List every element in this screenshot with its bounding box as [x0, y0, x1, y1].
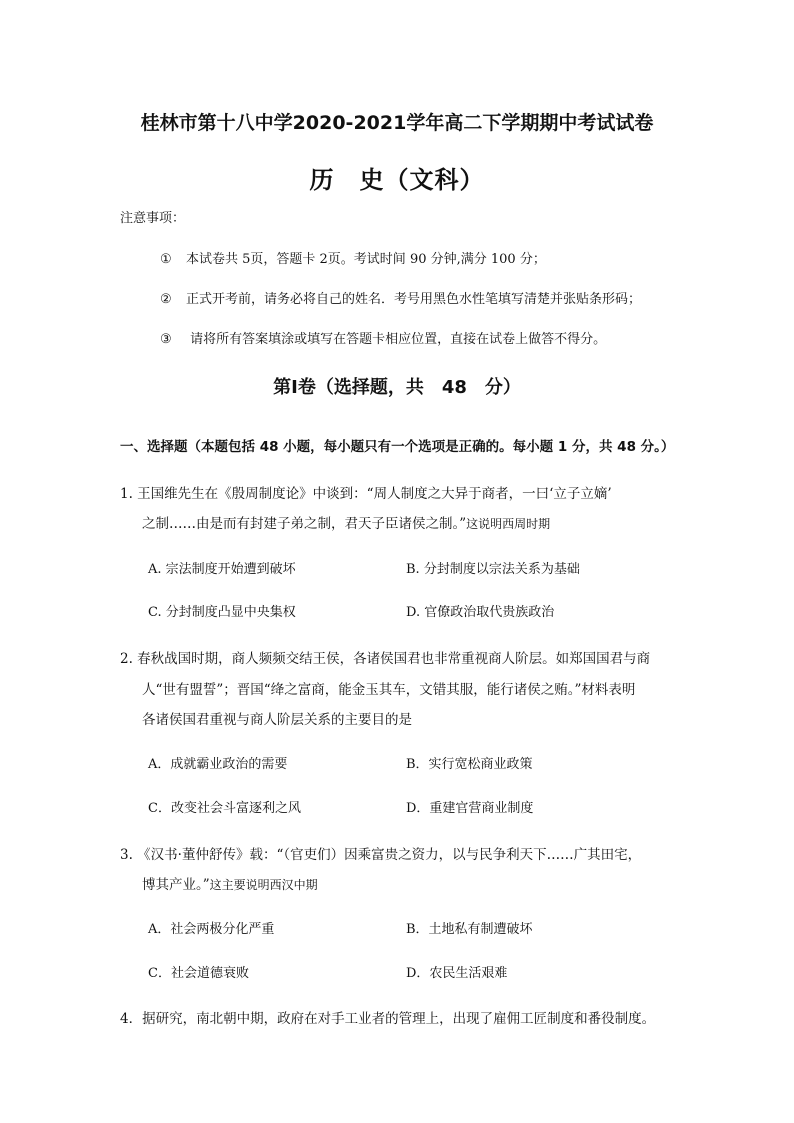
question-2-option-a: A．成就霸业政治的需要 [148, 757, 288, 772]
question-2-line-2: 人“世有盟誓”；晋国“绛之富商，能金玉其车，文错其服，能行诸侯之贿。”材料表明 [142, 682, 636, 698]
question-1-line-2 [142, 512, 550, 532]
question-2-line-3: 各诸侯国君重视与商人阶层关系的主要目的是 [142, 712, 412, 728]
notice-item [160, 328, 606, 347]
question-3-line-1: 3. 《汉书·董仲舒传》载：“（官吏们）因乘富贵之资力，以与民争利天下……广其田宅， [120, 847, 642, 863]
question-2-option-d: D．重建官营商业制度 [406, 801, 534, 816]
question-3-option-a: A．社会两极分化严重 [148, 922, 275, 937]
notice-number: ③ [160, 332, 172, 347]
notice-text: 本试卷共 5页，答题卡 2页。考试时间 90 分钟,满分 100 分； [186, 252, 546, 267]
notice-item [160, 248, 546, 267]
notice-text: 请将所有答案填涂或填写在答题卡相应位置，直接在试卷上做答不得分。 [186, 332, 607, 347]
question-1-option-a: A. 宗法制度开始遭到破坏 [148, 562, 296, 577]
question-text: 博其产业。” [142, 877, 210, 893]
notice-label: 注意事项： [120, 211, 186, 226]
notice-text: 正式开考前，请务必将自己的姓名．考号用黑色水性笔填写清楚并张贴条形码； [186, 292, 642, 307]
notice-number: ② [160, 292, 172, 307]
question-2-line-1: 2. 春秋战国时期，商人频频交结王侯，各诸侯国君也非常重视商人阶层。如郑国国君与商 [120, 651, 651, 667]
section-heading: 一、选择题（本题包括 48 小题，每小题只有一个选项是正确的。每小题 1 分，共 48 分。） [120, 439, 675, 455]
question-1-option-c: C. 分封制度凸显中央集权 [148, 605, 296, 620]
question-1-line-1: 1. 王国维先生在《殷周制度论》中谈到：“周人制度之大异于商者，一曰‘立子立嫡’ [120, 486, 612, 502]
question-3-option-c: C．社会道德衰败 [148, 966, 249, 981]
notice-number: ① [160, 252, 172, 267]
question-4-line-1: 4．据研究，南北朝中期，政府在对手工业者的管理上，出现了雇佣工匠制度和番役制度。 [120, 1011, 656, 1027]
question-stem: 这说明西周时期 [466, 517, 551, 531]
exam-title: 桂林市第十八中学2020-2021学年高二下学期期中考试试卷 [140, 112, 654, 134]
notice-item [160, 288, 641, 307]
question-1-option-b: B. 分封制度以宗法关系为基础 [406, 562, 580, 577]
question-text: 之制……由是而有封建子弟之制，君天子臣诸侯之制。” [142, 516, 467, 532]
question-3-option-d: D．农民生活艰难 [406, 966, 508, 981]
question-1-option-d: D. 官僚政治取代贵族政治 [406, 605, 555, 620]
question-2-option-b: B．实行宽松商业政策 [406, 757, 533, 772]
subject-title: 历 史（文科） [309, 166, 485, 194]
question-2-option-c: C．改变社会斗富逐利之风 [148, 801, 301, 816]
question-stem: 这主要说明西汉中期 [209, 878, 318, 892]
section-title: 第Ⅰ卷（选择题，共 48 分） [273, 377, 521, 398]
question-3-line-2 [142, 873, 318, 893]
question-3-option-b: B．土地私有制遭破坏 [406, 922, 533, 937]
